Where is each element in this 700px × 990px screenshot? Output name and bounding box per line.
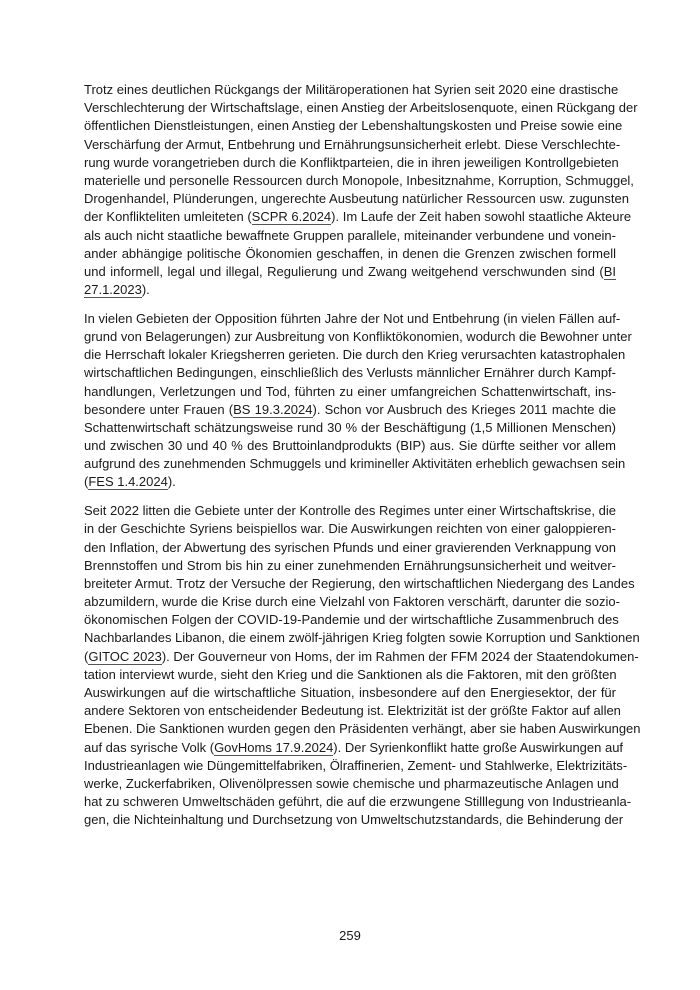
citation-link[interactable]: GITOC 2023 bbox=[88, 648, 162, 664]
text-line: handlungen, Verletzungen und Tod, führten zu einer umfangreichen Schattenwirtschaft, ins- bbox=[84, 383, 616, 399]
text-line: auf das syrische Volk (GovHoms 17.9.2024). Der Syrienkonflikt hatte große Auswirkungen auf bbox=[84, 739, 624, 755]
text-line: Trotz eines deutlichen Rückgangs der Militäroperationen hat Syrien seit 2020 eine drastische bbox=[84, 82, 619, 97]
text-line: hat zu schweren Umweltschäden geführt, die auf die erzwungene Stilllegung von Industrieanla- bbox=[84, 794, 632, 810]
text-line: andere Sektoren von entscheidender Bedeutung ist. Elektrizität ist der größte Faktor auf allen bbox=[84, 703, 621, 719]
text-line: Verschlechterung der Wirtschaftslage, einen Anstieg der Arbeitslosenquote, einen Rückgang der bbox=[84, 100, 638, 116]
paragraph bbox=[84, 81, 638, 299]
text-line: materielle und personelle Ressourcen durch Monopole, Inbesitznahme, Korruption, Schmuggel, bbox=[84, 172, 634, 188]
text-line: wirtschaftlichen Bedingungen, einschließlich des Verlusts männlicher Ernährer durch Kampf- bbox=[84, 365, 616, 381]
text-line: gen, die Nichteinhaltung und Durchsetzung von Umweltschutzstandards, die Behinderung der bbox=[84, 812, 624, 828]
page-number: 259 bbox=[339, 928, 361, 943]
citation-link[interactable]: GovHoms 17.9.2024 bbox=[214, 739, 334, 755]
text-line: ökonomischen Folgen der COVID-19-Pandemie und der wirtschaftliche Zusammenbruch des bbox=[84, 612, 619, 628]
text-line: Auswirkungen auf die wirtschaftliche Situation, insbesondere auf den Energiesektor, der für bbox=[84, 685, 616, 700]
text-line: der Konflikteliten umleiteten (SCPR 6.2024). Im Laufe der Zeit haben sowohl staatliche Akteure bbox=[84, 209, 632, 225]
paragraph bbox=[84, 502, 641, 829]
text-line: tation interviewt wurde, sieht den Krieg und die Sanktionen als die Faktoren, mit den größten bbox=[84, 666, 617, 682]
text-line: werke, Zuckerfabriken, Olivenölpressen sowie chemische und pharmazeutische Anlagen und bbox=[84, 775, 619, 791]
text-line: Ebenen. Die Sanktionen wurden gegen den Präsidenten verhängt, aber sie haben Auswirkungen bbox=[84, 721, 641, 737]
text-line: 27.1.2023). bbox=[84, 282, 150, 298]
text-line: breiteter Armut. Trotz der Versuche der Regierung, den wirtschaftlichen Niedergang des Landes bbox=[84, 575, 635, 591]
text-line: in der Geschichte Syriens beispiellos war. Die Auswirkungen reichten von einer galoppieren- bbox=[84, 521, 616, 537]
text-line: besondere unter Frauen (BS 19.3.2024). Schon vor Ausbruch des Krieges 2011 machte die bbox=[84, 401, 616, 417]
text-line: (FES 1.4.2024). bbox=[84, 474, 176, 490]
text-line: Industrieanlagen wie Düngemittelfabriken, Ölraffinerien, Zement- und Stahlwerke, Elektrizitäts- bbox=[84, 757, 628, 773]
text-line: den Inflation, der Abwertung des syrischen Pfunds und einer gravierenden Verknappung von bbox=[84, 539, 616, 555]
text-line: grund von Belagerungen) zur Ausbreitung von Konfliktökonomien, wodurch die Bewohner unter bbox=[84, 328, 632, 344]
text-line: als auch nicht staatliche bewaffnete Gruppen parallele, miteinander verbundene und vonein- bbox=[84, 227, 616, 243]
citation-link[interactable]: BI bbox=[603, 263, 616, 279]
text-line: ander abhängige politische Ökonomien geschaffen, in denen die Grenzen zwischen formell bbox=[84, 245, 616, 261]
citation-link[interactable]: 27.1.2023 bbox=[84, 282, 142, 298]
text-line: Nachbarlandes Libanon, die einem zwölf-jährigen Krieg folgten sowie Korruption und Sanktionen bbox=[84, 630, 640, 646]
document-body bbox=[84, 81, 641, 840]
text-line: und zwischen 30 und 40 % des Bruttoinlandprodukts (BIP) aus. Sie dürfte seither vor allem bbox=[84, 438, 616, 454]
text-line: Schattenwirtschaft schätzungsweise rund 30 % der Beschäftigung (1,5 Millionen Menschen) bbox=[84, 419, 616, 435]
text-line: abzumildern, wurde die Krise durch eine Vielzahl von Faktoren verschärft, darunter die sozio- bbox=[84, 594, 620, 610]
text-line: Seit 2022 litten die Gebiete unter der Kontrolle des Regimes unter einer Wirtschaftskrise, die bbox=[84, 503, 616, 519]
paragraph bbox=[84, 310, 632, 492]
text-line: öffentlichen Dienstleistungen, einen Anstieg der Lebenshaltungskosten und Preise sowie eine bbox=[84, 118, 623, 134]
citation-link[interactable]: SCPR 6.2024 bbox=[251, 209, 332, 225]
citation-link[interactable]: BS 19.3.2024 bbox=[233, 401, 313, 417]
text-line: Brennstoffen und Strom bis hin zu einer zunehmenden Ernährungsunsicherheit und weitver- bbox=[84, 557, 616, 573]
text-line: Verschärfung der Armut, Entbehrung und Ernährungsunsicherheit erlebt. Diese Verschlechte- bbox=[84, 136, 621, 152]
text-line: und informell, legal und illegal, Regulierung und Zwang weitgehend verschwunden sind (BI bbox=[84, 263, 616, 279]
text-line: Drogenhandel, Plünderungen, ungerechte Ausbeutung natürlicher Ressourcen usw. zugunsten bbox=[84, 191, 629, 207]
citation-link[interactable]: FES 1.4.2024 bbox=[88, 474, 168, 490]
text-line: aufgrund des zunehmenden Schmuggels und krimineller Aktivitäten erheblich gewachsen sein bbox=[84, 456, 626, 472]
text-line: die Herrschaft lokaler Kriegsherren gerieten. Die durch den Krieg verursachten katastrophalen bbox=[84, 347, 626, 363]
text-line: (GITOC 2023). Der Gouverneur von Homs, der im Rahmen der FFM 2024 der Staatendokumen- bbox=[84, 648, 639, 664]
text-line: rung wurde vorangetrieben durch die Konfliktparteien, die in ihren jeweiligen Kontrollgebieten bbox=[84, 154, 619, 170]
text-line: In vielen Gebieten der Opposition führten Jahre der Not und Entbehrung (in vielen Fällen auf- bbox=[84, 310, 621, 326]
